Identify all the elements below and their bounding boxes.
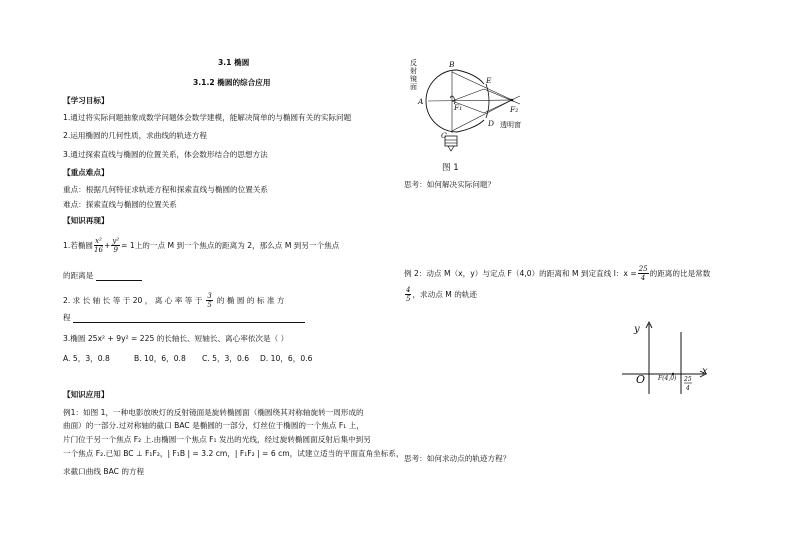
example-2-line-2 [404,286,477,303]
section-title: 3.1 椭圆 [218,58,250,67]
directrix-label-num: 25 [684,376,692,383]
point-c-label: C [441,131,447,140]
ex2-suffix: 的距离的比是常数 [649,268,711,278]
ex2-fraction-line [638,265,649,282]
q1-fraction-x-den: 16 [94,246,103,254]
ex2-fraction-ratio-den: 5 [406,295,411,303]
application-heading: 【知识应用】 [63,390,109,399]
q3-option-a[interactable]: A. 5，3，0.8 [63,354,110,363]
q1-line2-text: 的距离是 [63,271,94,280]
q1-plus: + [103,240,111,250]
keypoints-heading: 【重点难点】 [63,168,109,177]
figure-1-caption: 图 1 [442,163,459,173]
ray-e [452,89,484,101]
q2-fraction-den: 5 [207,301,212,309]
ray-b [452,72,512,100]
objective-item-2: 2.运用椭圆的几何性质，求曲线的轨迹方程 [63,131,207,140]
q1-suffix: = 1上的一点 M 到一个焦点的距离为 2，那么点 M 到另一个焦点 [121,240,340,250]
focus-f2-dot [511,99,514,102]
point-e-label: E [486,76,492,85]
bulb-base [445,136,457,146]
q1-answer-blank[interactable] [96,272,142,281]
example-2-line-1 [404,265,710,282]
example-1-line-1: 例1：如图 1，一种电影放映灯的反射镜面是旋转椭圆面（椭圆绕其对称轴旋转一周形成的 [63,408,364,417]
objective-item-3: 3.通过探索直线与椭圆的位置关系，体会数形结合的思想方法 [63,150,268,159]
reflector-top-edge [457,70,484,84]
example-1-line-5: 求截口曲线 BAC 的方程 [63,467,145,476]
directrix-label-den: 4 [686,385,690,392]
point-b-label: B [449,60,455,69]
example-1-line-4: 一个焦点 F₂.已知 BC ⊥ F₁F₂，| F₁B | = 3.2 cm，| F₁F₂ | = 6 cm，试建立适当的平面直角坐标系， [63,449,404,458]
q1-answer-line [63,271,142,281]
q1-fraction-y [111,237,120,254]
review-question-1 [63,237,339,254]
ex2-line2-text: ，求动点 M 的轨迹 [412,289,478,299]
q2-prefix: 2. 求 长 轴 长 等 于 20 ， 离 心 率 等 于 [63,295,203,305]
q1-fraction-x-num: x² [95,237,102,245]
q3-option-d[interactable]: D. 10，6，0.6 [260,354,313,363]
label-reflect-1: 反 [410,59,417,67]
q2-answer-blank[interactable] [73,314,305,323]
q1-fraction-y-den: 9 [113,246,118,254]
example-1-line-2: 曲面）的一部分.过对称轴的截口 BAC 是椭圆的一部分，灯丝位于椭圆的一个焦点 F₁ 上， [63,421,364,430]
q3-option-b[interactable]: B. 10，6，0.8 [134,354,186,363]
objectives-heading: 【学习目标】 [63,96,109,105]
point-a-label: A [418,97,424,106]
ex2-prefix: 例 2：动点 M（x，y）与定点 F（4,0）的距离和 M 到定直线 l：x = [404,268,637,278]
ray-e-out [484,89,520,104]
think-2: 思考：如何求动点的轨迹方程？ [404,454,511,463]
label-reflect-3: 镜 [410,75,417,83]
point-f1-label: F₁ [454,103,463,112]
review-heading: 【知识再现】 [63,216,109,225]
figure-2-coordinate-diagram [616,318,716,398]
review-question-2 [63,292,285,309]
point-d-label: D [488,119,495,128]
label-reflect-4: 面 [410,83,417,91]
q2-suffix: 的 椭 圆 的 标 准 方 [216,295,285,305]
q1-fraction-y-num: y² [112,237,120,245]
x-axis-label: x [702,366,708,377]
ex2-fraction-ratio [405,286,411,303]
example-1-line-3: 片门位于另一个焦点 F₂ 上.由椭圆一个焦点 F₁ 发出的光线，经过旋转椭圆面反射后集中到另 [63,435,371,444]
ex2-fraction-line-den: 4 [640,274,646,282]
q2-fraction [206,292,212,309]
label-reflect-2: 射 [410,67,417,75]
objective-item-1: 1.通过将实际问题抽象成数学问题体会数学建模，能解决简单的与椭圆有关的实际问题 [63,113,352,122]
focus-point: 重点：根据几何特征求轨迹方程和探索直线与椭圆的位置关系 [63,185,269,194]
y-axis-label: y [634,324,640,335]
focus-label: F(4,0) [658,375,677,382]
q1-fraction-x [94,237,103,254]
axis-line [428,100,512,101]
ex2-fraction-line-num: 25 [638,265,648,273]
q2-line2-text: 程 [63,313,71,322]
q3-option-c[interactable]: C. 5，3，0.6 [202,354,250,363]
review-question-3: 3.椭圆 25x² + 9y² = 225 的长轴长、短轴长、离心率依次是（ ） [63,334,289,343]
q1-prefix: 1.若椭圆 [63,240,94,250]
subsection-title: 3.1.2 椭圆的综合应用 [193,78,271,87]
label-transparent-window: 透明窗 [500,121,521,129]
figure-1-lamp-diagram [408,56,532,168]
ex2-fraction-ratio-num: 4 [406,286,411,294]
q2-fraction-num: 3 [207,292,212,300]
origin-label: O [636,373,646,386]
q2-answer-line [63,313,305,323]
difficulty-point: 难点：探索直线与椭圆的位置关系 [63,200,177,209]
point-f2-label: F₂ [510,105,519,114]
think-1: 思考：如何解决实际问题？ [404,180,496,189]
